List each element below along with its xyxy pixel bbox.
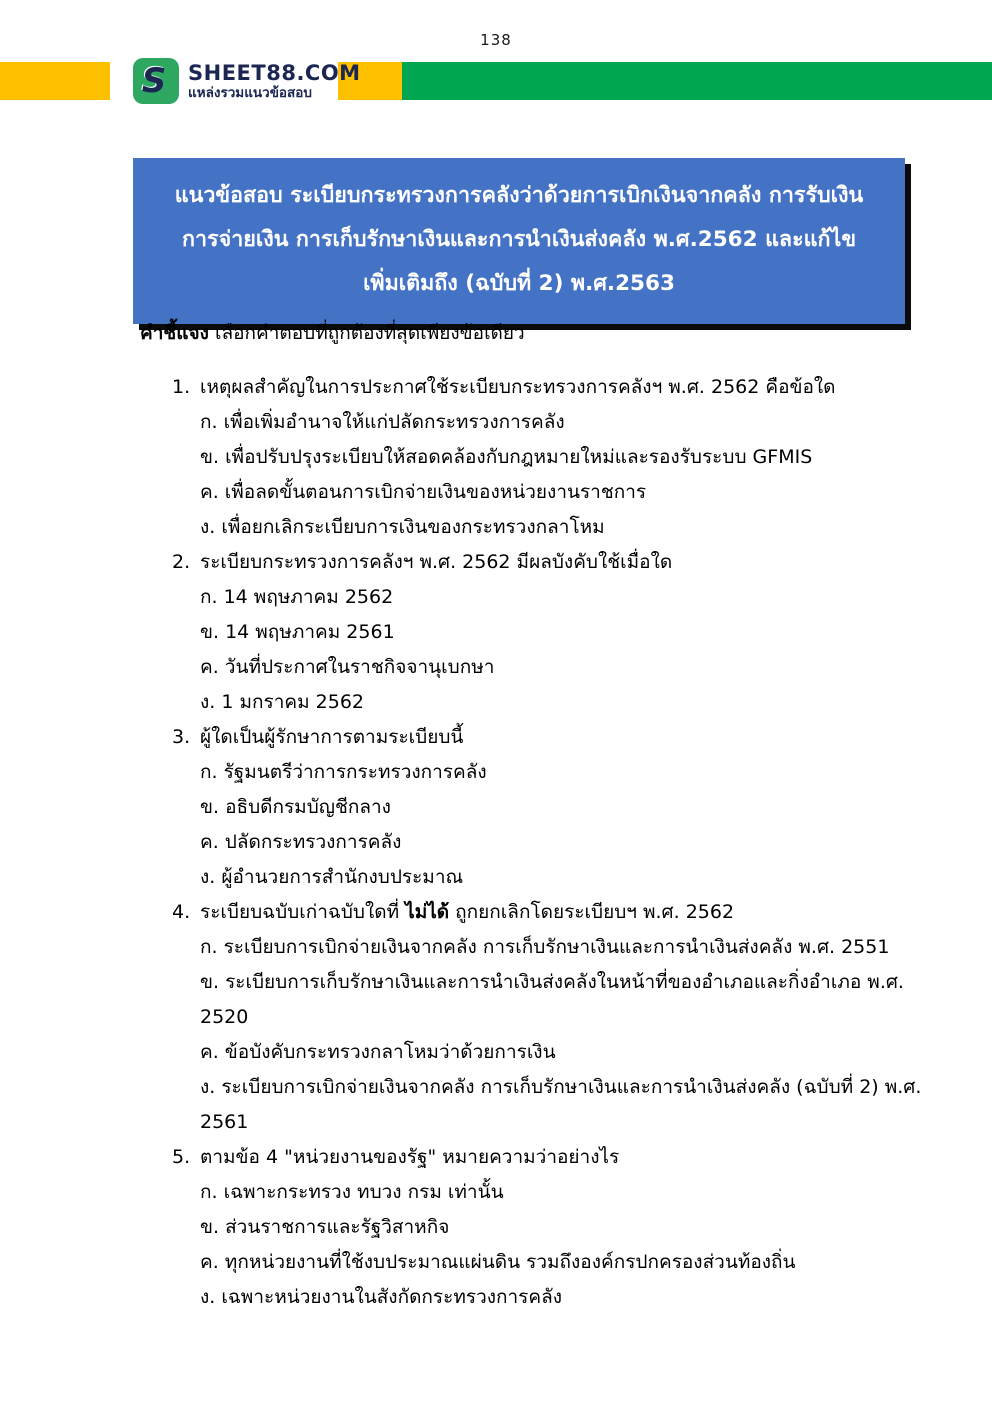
question-text	[200, 895, 734, 930]
question-5	[172, 1140, 938, 1315]
exam-title-box	[133, 158, 905, 324]
option-c: ค. ข้อบังคับกระทรวงกลาโหมว่าด้วยการเงิน	[200, 1041, 556, 1063]
option-d: ง. ระเบียบการเบิกจ่ายเงินจากคลัง การเก็บรักษาเงินและการนำเงินส่งคลัง (ฉบับที่ 2) พ.ศ. 2561	[200, 1076, 922, 1133]
header-yellow-bar-left	[0, 62, 110, 100]
question-list	[172, 370, 938, 1315]
brand-name: SHEET88.COM	[188, 60, 361, 85]
option-list	[200, 755, 938, 895]
question-text-post: ถูกยกเลิกโดยระเบียบฯ พ.ศ. 2562	[449, 901, 735, 923]
logo-text-block	[188, 62, 361, 100]
question-row	[172, 1140, 938, 1175]
question-row	[172, 895, 938, 930]
instruction-line	[140, 318, 525, 348]
question-row	[172, 720, 938, 755]
option-a: ก. ระเบียบการเบิกจ่ายเงินจากคลัง การเก็บรักษาเงินและการนำเงินส่งคลัง พ.ศ. 2551	[200, 936, 890, 958]
exam-title: แนวข้อสอบ ระเบียบกระทรวงการคลังว่าด้วยการเบิกเงินจากคลัง การรับเงิน การจ่ายเงิน การเก็บรักษาเงินและการนำเงินส่งคลัง พ.ศ.2562 และแก้ไขเพิ่มเติมถึง (ฉบับที่ 2) พ.ศ.2563	[174, 183, 864, 296]
question-2	[172, 545, 938, 720]
question-4	[172, 895, 938, 1140]
question-text: ตามข้อ 4 "หน่วยงานของรัฐ" หมายความว่าอย่างไร	[200, 1146, 620, 1168]
page-number: 138	[480, 31, 512, 49]
question-text: เหตุผลสำคัญในการประกาศใช้ระเบียบกระทรวงการคลังฯ พ.ศ. 2562 คือข้อใด	[200, 376, 836, 398]
option-c: ค. เพื่อลดขั้นตอนการเบิกจ่ายเงินของหน่วยงานราชการ	[200, 481, 647, 503]
option-list	[200, 405, 938, 545]
option-d: ง. เฉพาะหน่วยงานในสังกัดกระทรวงการคลัง	[200, 1286, 563, 1308]
option-list	[200, 930, 938, 1140]
option-a: ก. 14 พฤษภาคม 2562	[200, 586, 394, 608]
question-text-bold: ไม่ได้	[405, 901, 450, 923]
instruction-text: เลือกคำตอบที่ถูกต้องที่สุดเพียงข้อเดียว	[208, 322, 525, 344]
option-c: ค. ทุกหน่วยงานที่ใช้งบประมาณแผ่นดิน รวมถึงองค์กรปกครองส่วนท้องถิ่น	[200, 1251, 796, 1273]
question-row	[172, 370, 938, 405]
option-list	[200, 580, 938, 720]
option-c: ค. วันที่ประกาศในราชกิจจานุเบกษา	[200, 656, 495, 678]
sheet88-logo	[133, 58, 361, 104]
option-a: ก. เพื่อเพิ่มอำนาจให้แก่ปลัดกระทรวงการคลัง	[200, 411, 565, 433]
question-1	[172, 370, 938, 545]
question-row	[172, 545, 938, 580]
s-letter-icon: S	[141, 61, 167, 101]
option-a: ก. รัฐมนตรีว่าการกระทรวงการคลัง	[200, 761, 487, 783]
question-text-pre: ระเบียบฉบับเก่าฉบับใดที่	[200, 901, 406, 923]
option-b: ข. 14 พฤษภาคม 2561	[200, 621, 395, 643]
question-number: 3.	[172, 726, 191, 748]
question-text: ผู้ใดเป็นผู้รักษาการตามระเบียบนี้	[200, 726, 464, 748]
question-number: 1.	[172, 376, 191, 398]
question-number: 2.	[172, 551, 191, 573]
option-c: ค. ปลัดกระทรวงการคลัง	[200, 831, 402, 853]
option-a: ก. เฉพาะกระทรวง ทบวง กรม เท่านั้น	[200, 1181, 504, 1203]
option-b: ข. อธิบดีกรมบัญชีกลาง	[200, 796, 391, 818]
question-number: 4.	[172, 901, 191, 923]
sheet88-logo-icon	[133, 58, 179, 104]
option-b: ข. ส่วนราชการและรัฐวิสาหกิจ	[200, 1216, 450, 1238]
option-list	[200, 1175, 938, 1315]
option-d: ง. 1 มกราคม 2562	[200, 691, 365, 713]
question-number: 5.	[172, 1146, 191, 1168]
brand-tagline: แหล่งรวมแนวข้อสอบ	[188, 84, 312, 101]
question-text: ระเบียบกระทรวงการคลังฯ พ.ศ. 2562 มีผลบังคับใช้เมื่อใด	[200, 551, 673, 573]
option-d: ง. เพื่อยกเลิกระเบียบการเงินของกระทรวงกลาโหม	[200, 516, 605, 538]
instruction-label: คำชี้แจง	[140, 322, 209, 344]
option-d: ง. ผู้อำนวยการสำนักงบประมาณ	[200, 866, 464, 888]
question-3	[172, 720, 938, 895]
header-green-bar	[402, 62, 992, 100]
option-b: ข. ระเบียบการเก็บรักษาเงินและการนำเงินส่งคลังในหน้าที่ของอำเภอและกิ่งอำเภอ พ.ศ. 2520	[200, 971, 904, 1028]
option-b: ข. เพื่อปรับปรุงระเบียบให้สอดคล้องกับกฎหมายใหม่และรองรับระบบ GFMIS	[200, 446, 813, 468]
